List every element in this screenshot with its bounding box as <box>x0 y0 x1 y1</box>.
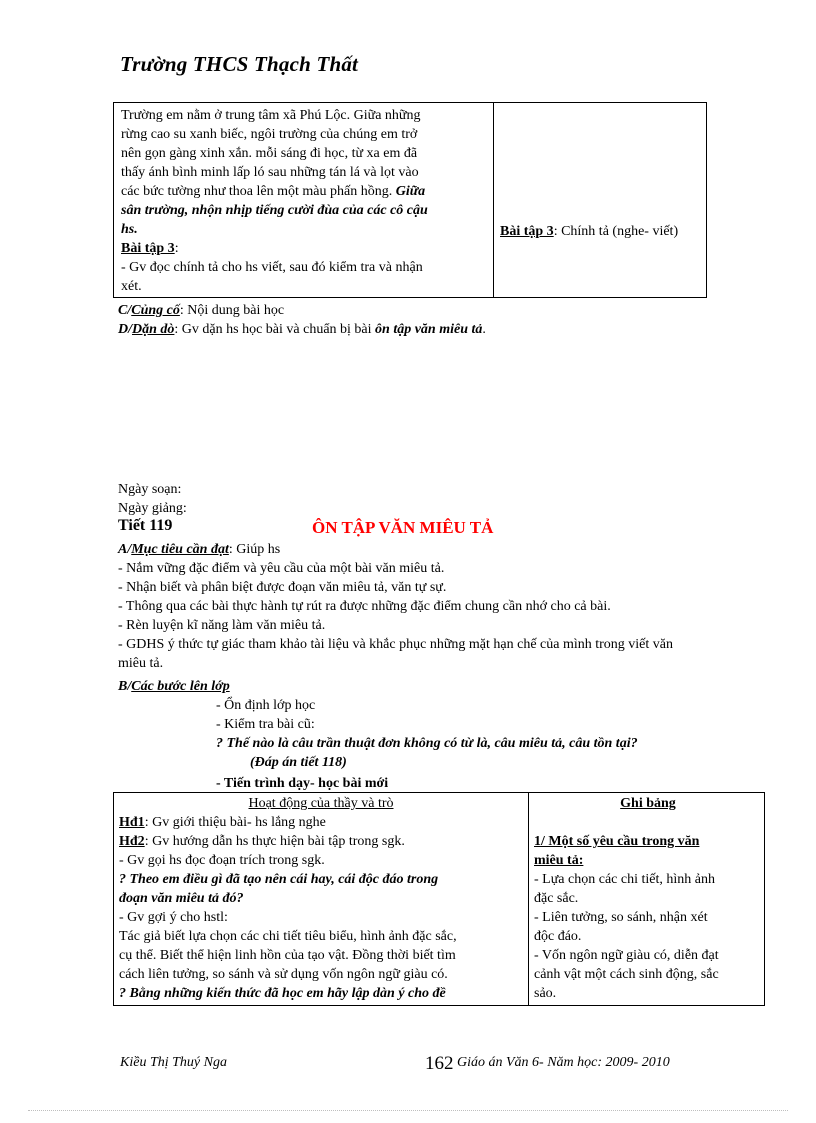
hd2-label: Hđ2 <box>119 834 145 849</box>
activity-line <box>119 813 528 832</box>
board-item: - Vốn ngôn ngữ giàu có, diễn đạt <box>534 948 719 963</box>
consolidation-line <box>118 301 284 320</box>
objectives-heading <box>118 540 768 559</box>
emphasis-line: sân trường, nhộn nhịp tiếng cười đùa của các cô cậu <box>121 203 428 218</box>
activity-line: cách liên tưởng, so sánh và sử dụng vốn ngôn ngữ giàu có. <box>119 967 448 982</box>
board-item: độc đáo. <box>534 929 582 944</box>
homework-topic: ôn tập văn miêu tả <box>375 322 483 337</box>
lesson-title: ÔN TẬP VĂN MIÊU TẢ <box>312 518 494 537</box>
exercise-3-label-right: Bài tập 3 <box>500 224 554 239</box>
consolidation-text: : Nội dung bài học <box>179 303 285 318</box>
table-divider <box>528 793 529 1005</box>
page-bottom-border <box>28 1110 788 1111</box>
board-item: - Lựa chọn các chi tiết, hình ảnh <box>534 872 715 887</box>
board-notes-column <box>534 793 762 1003</box>
step-item: - Ổn định lớp học <box>216 698 316 713</box>
homework-text: : Gv dặn hs học bài và chuẩn bị bài <box>174 322 372 337</box>
page-number: 162 <box>425 1053 454 1074</box>
activity-line: - Gv gọi hs đọc đoạn trích trong sgk. <box>119 853 325 868</box>
section-prefix: C/ <box>118 303 132 318</box>
board-item: cảnh vật một cách sinh động, sắc <box>534 967 719 982</box>
activity-line: Tác giả biết lựa chọn các chi tiết tiêu biểu, hình ảnh đặc sắc, <box>119 929 457 944</box>
objective-item: - Thông qua các bài thực hành tự rút ra được những đặc điểm chung cần nhớ cho cả bài. <box>118 599 611 614</box>
exercise-3-heading <box>121 239 485 258</box>
exercise-right-cell <box>500 224 678 240</box>
answer-reference: (Đáp án tiết 118) <box>250 755 347 770</box>
date-taught: Ngày giảng: <box>118 501 187 516</box>
school-header: Trường THCS Thạch Thất <box>120 52 359 76</box>
exercise-left-cell <box>121 106 485 296</box>
exercise-table <box>113 102 707 298</box>
hd1-text: : Gv giới thiệu bài- hs lắng nghe <box>144 815 326 830</box>
question-line: đoạn văn miêu tả đó? <box>119 891 244 906</box>
emphasis-text: Giữa <box>395 184 426 199</box>
activity-line <box>119 832 528 851</box>
table-divider <box>493 103 494 297</box>
objective-item: miêu tả. <box>118 656 164 671</box>
board-section-title: 1/ Một số yêu cầu trong văn <box>534 834 700 849</box>
step-item: - Kiểm tra bài cũ: <box>216 717 315 732</box>
paragraph-line: thấy ánh bình minh lấp ló sau những tán lá và lọt vào <box>121 165 419 180</box>
question-line: ? Theo em điều gì đã tạo nên cái hay, cái độc đáo trong <box>119 872 439 887</box>
date-prepared: Ngày soạn: <box>118 482 182 497</box>
objective-item: - Nhận biết và phân biệt được đoạn văn miêu tả, văn tự sự. <box>118 580 447 595</box>
paragraph-line: nên gọn gàng xinh xắn. mỗi sáng đi học, từ xa em đã <box>121 146 418 161</box>
board-item: sảo. <box>534 986 557 1001</box>
board-section-title: miêu tả: <box>534 853 584 868</box>
objectives-text: : Giúp hs <box>228 542 281 557</box>
footer-author: Kiều Thị Thuý Nga <box>120 1055 227 1070</box>
period: . <box>482 322 486 337</box>
paragraph-text: các bức tường như thoa lên một màu phấn hồng. <box>121 184 393 199</box>
activity-line: - Gv gợi ý cho hstl: <box>119 910 228 925</box>
homework-label: Dặn dò <box>132 322 175 337</box>
paragraph-line: Trường em nằm ở trung tâm xã Phú Lộc. Giữa những <box>121 108 421 123</box>
steps-label: Các bước lên lớp <box>131 679 230 694</box>
steps-heading <box>118 677 230 696</box>
objective-item: - GDHS ý thức tự giác tham khảo tài liệu và khắc phục những mặt hạn chế của mình trong viết văn <box>118 637 674 652</box>
objective-item: - Rèn luyện kĩ năng làm văn miêu tả. <box>118 618 326 633</box>
emphasis-line: hs. <box>121 222 138 237</box>
hd2-text: : Gv hướng dẫn hs thực hiện bài tập trong sgk. <box>144 834 405 849</box>
consolidation-label: Củng cố <box>131 303 180 318</box>
footer-info: Giáo án Văn 6- Năm học: 2009- 2010 <box>457 1055 670 1070</box>
colon: : <box>174 241 179 256</box>
exercise-3-desc: : Chính tả (nghe- viết) <box>553 224 679 239</box>
review-question: ? Thế nào là câu trần thuật đơn không có từ là, câu miêu tả, câu tồn tại? <box>216 736 638 751</box>
lesson-progress: - Tiến trình dạy- học bài mới <box>216 776 389 791</box>
teacher-student-column <box>114 793 528 1003</box>
instruction-line: xét. <box>121 279 142 294</box>
board-item: đặc sắc. <box>534 891 579 906</box>
hd1-label: Hđ1 <box>119 815 145 830</box>
activity-table <box>113 792 765 1006</box>
objectives-section <box>118 540 768 673</box>
lesson-number: Tiết 119 <box>118 517 173 534</box>
homework-line <box>118 320 486 339</box>
objective-item: - Nắm vững đặc điểm và yêu cầu của một bài văn miêu tả. <box>118 561 445 576</box>
board-item: - Liên tưởng, so sánh, nhận xét <box>534 910 708 925</box>
column-header-activities: Hoạt động của thầy và trò <box>248 796 394 811</box>
exercise-3-label: Bài tập 3 <box>121 241 175 256</box>
instruction-line: - Gv đọc chính tả cho hs viết, sau đó kiểm tra và nhận <box>121 260 423 275</box>
column-header-board: Ghi bảng <box>620 796 676 811</box>
activity-line: cụ thể. Biết thể hiện linh hồn của tạo vật. Đồng thời biết tìm <box>119 948 456 963</box>
paragraph-line: rừng cao su xanh biếc, ngôi trường của chúng em trở <box>121 127 418 142</box>
section-prefix: A/ <box>118 542 132 557</box>
paragraph-line <box>121 182 485 201</box>
section-prefix: B/ <box>118 679 132 694</box>
question-line: ? Bằng những kiến thức đã học em hãy lập dàn ý cho đề <box>119 986 446 1001</box>
objectives-label: Mục tiêu cần đạt <box>131 542 229 557</box>
section-prefix: D/ <box>118 322 132 337</box>
